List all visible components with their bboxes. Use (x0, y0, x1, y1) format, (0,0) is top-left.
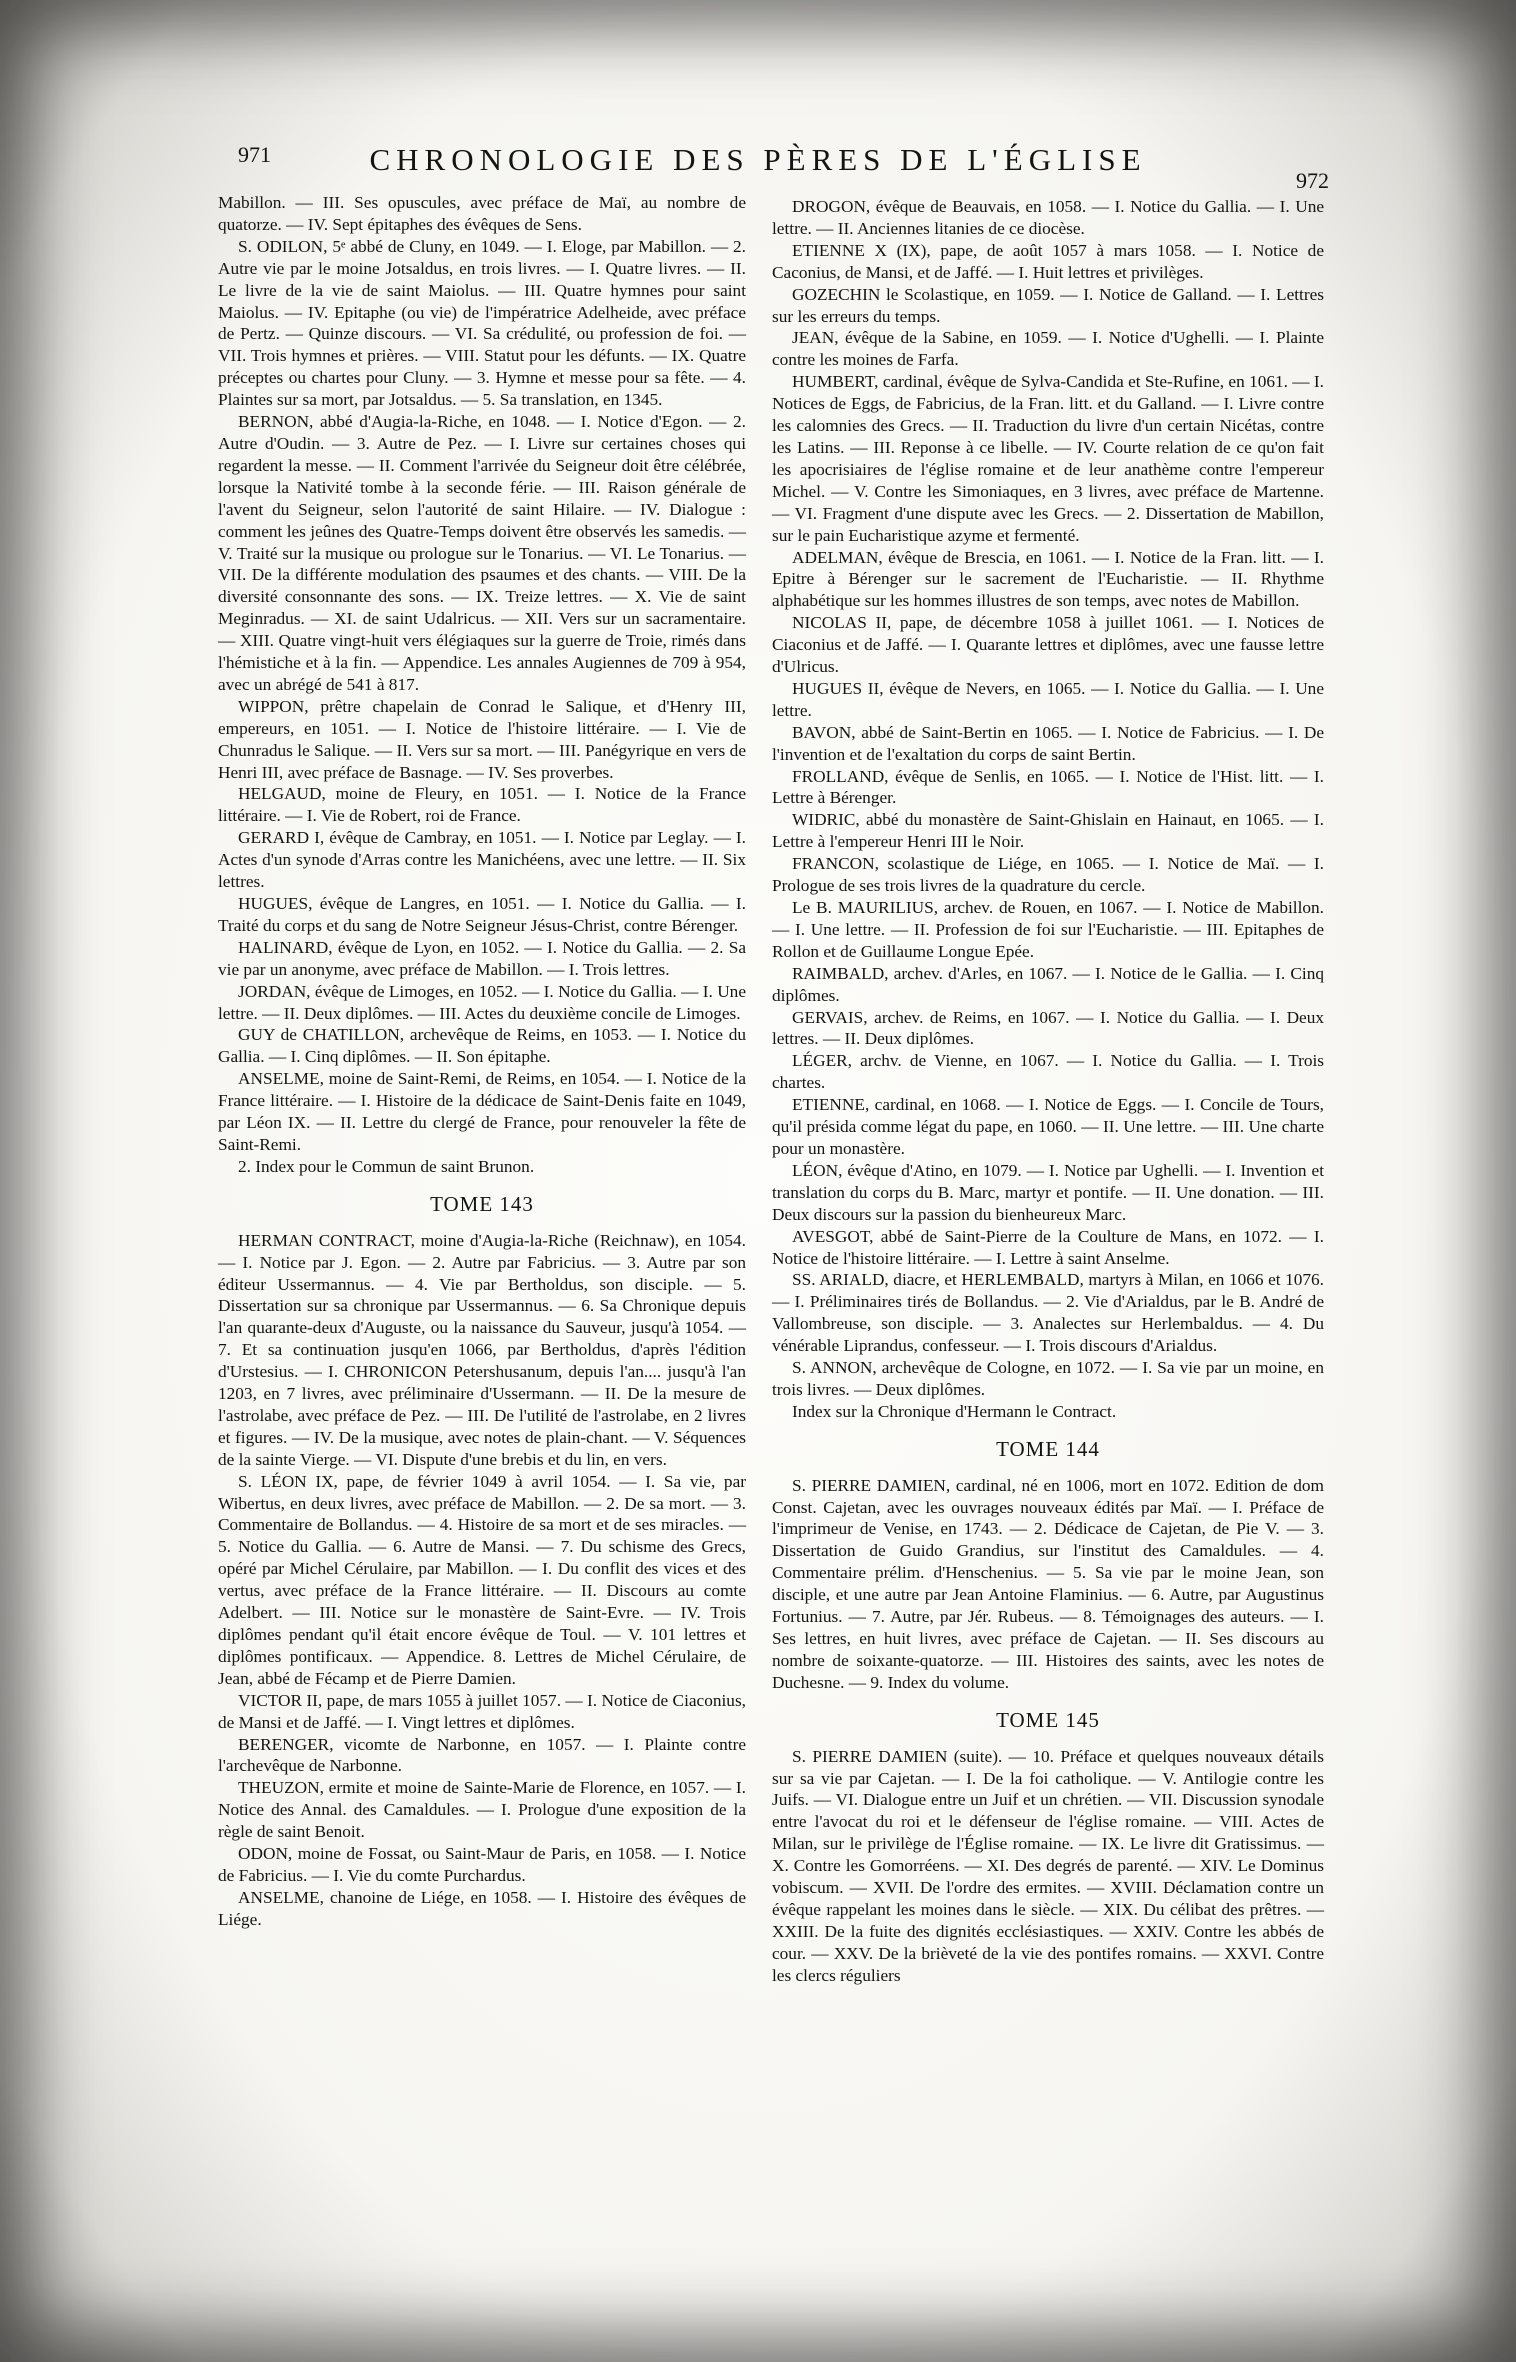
entry-paragraph: S. LÉON IX, pape, de février 1049 à avril 1054. — I. Sa vie, par Wibertus, en deux livres, avec préface de Mabillon. — 2. De sa mort. — 3. Commentaire de Bollandus. — 4. Histoire de sa mort et de ses miracles. — 5. Notice du Gallia. — 6. Autre de Mansi. — 7. Du schisme des Grecs, opéré par Michel Cérulaire, par Mabillon. — I. Du conflit des vices et des vertus, avec préface de la France littéraire. — II. Discours au comte Adelbert. — III. Notice sur le monastère de Saint-Evre. — IV. Trois diplômes pendant qu'il était encore évêque de Toul. — V. 101 lettres et diplômes pontificaux. — Appendice. 8. Lettres de Michel Cérulaire, de Jean, abbé de Fécamp et de Pierre Damien. (218, 1471, 746, 1688)
entry-paragraph: ADELMAN, évêque de Brescia, en 1061. — I. Notice de la Fran. litt. — I. Epitre à Bérenger sur le sacrement de l'Eucharistie. — II. Rhythme alphabétique sur les hommes illustres de son temps, avec notes de Mabillon. (772, 547, 1324, 611)
entry-paragraph: HELGAUD, moine de Fleury, en 1051. — I. Notice de la France littéraire. — I. Vie de Robert, roi de France. (218, 784, 746, 826)
running-title: CHRONOLOGIE DES PÈRES DE L'ÉGLISE (369, 142, 1147, 177)
entry-paragraph: ANSELME, moine de Saint-Remi, de Reims, en 1054. — I. Notice de la France littéraire. — I. Histoire de la dédicace de Saint-Denis faite en 1049, par Léon IX. — II. Lettre du clergé de France, pour renouveler la fête de Saint-Remi. (218, 1069, 746, 1154)
entry-paragraph: HUGUES II, évêque de Nevers, en 1065. — I. Notice du Gallia. — I. Une lettre. (772, 678, 1324, 720)
entry-paragraph: WIDRIC, abbé du monastère de Saint-Ghislain en Hainaut, en 1065. — I. Lettre à l'empereur Henri III le Noir. (772, 810, 1324, 852)
entry-paragraph: DROGON, évêque de Beauvais, en 1058. — I. Notice du Gallia. — I. Une lettre. — II. Anciennes litanies de ce diocèse. (772, 197, 1324, 238)
entry-paragraph: S. ODILON, 5ᵉ abbé de Cluny, en 1049. — I. Eloge, par Mabillon. — 2. Autre vie par le moine Jotsaldus, en trois livres. — I. Quatre livres. — II. Le livre de la vie de saint Maiolus. — III. Quatre hymnes pour saint Maiolus. — IV. Epitaphe (ou vie) de l'impératrice Adelheide, avec préface de Pertz. — Quinze discours. — VI. Sa crédulité, ou profession de foi. — VII. Trois hymnes et prières. — VIII. Statut pour les défunts. — IX. Quatre préceptes ou chartes pour Cluny. — 3. Hymne et messe pour sa fête. — 4. Plaintes sur sa mort, par Jotsaldus. — 5. Sa translation, en 1345. (218, 236, 746, 410)
entry-paragraph: S. ANNON, archevêque de Cologne, en 1072. — I. Sa vie par un moine, en trois livres. — Deux diplômes. (772, 1358, 1324, 1399)
entry-paragraph: HERMAN CONTRACT, moine d'Augia-la-Riche (Reichnaw), en 1054. — I. Notice par J. Egon. — 2. Autre par Fabricius. — 3. Autre par son éditeur Ussermannus. — 4. Vie par Bertholdus, son disciple. — 5. Dissertation sur sa chronique par Ussermannus. — 6. Sa Chronique depuis l'an quarante-deux d'Auguste, ou la naissance du Sauveur, jusqu'à 1054. — 7. Et sa continuation jusqu'en 1066, par Bertholdus, d'après l'édition d'Urstesius. — I. CHRONICON Petershusanum, depuis l'an.... jusqu'à l'an 1203, en 7 livres, avec préliminaire d'Ussermann. — II. De la mesure de l'astrolabe, avec préface de Pez. — III. De l'utilité de l'astrolabe, en 2 livres et figures. — IV. De la musique, avec notes de plain-chant. — V. Séquences de la sainte Vierge. — VI. Dispute d'une brebis et du lin, en vers. (218, 1230, 746, 1469)
entry-paragraph: SS. ARIALD, diacre, et HERLEMBALD, martyrs à Milan, en 1066 et 1076. — I. Préliminaires tirés de Bollandus. — 2. Vie d'Arialdus, par le B. André de Vallombreuse, son disciple. — 3. Analectes sur Herlembaldus. — 4. Du vénérable Liprandus, confesseur. — I. Trois discours d'Arialdus. (772, 1270, 1324, 1356)
entry-paragraph: ETIENNE X (IX), pape, de août 1057 à mars 1058. — I. Notice de Caconius, de Mansi, et de Jaffé. — I. Huit lettres et privilèges. (772, 240, 1324, 282)
entry-paragraph: BERENGER, vicomte de Narbonne, en 1057. — I. Plainte contre l'archevêque de Narbonne. (218, 1734, 746, 1776)
entry-paragraph: GERARD I, évêque de Cambray, en 1051. — I. Notice par Leglay. — I. Actes d'un synode d'Arras contre les Manichéens, avec une lettre. — II. Six lettres. (218, 828, 746, 892)
entry-paragraph: JORDAN, évêque de Limoges, en 1052. — I. Notice du Gallia. — I. Une lettre. — II. Deux diplômes. — III. Actes du deuxième concile de Limoges. (218, 981, 746, 1023)
right-column (772, 196, 1324, 1987)
entry-paragraph: BAVON, abbé de Saint-Bertin en 1065. — I. Notice de Fabricius. — I. De l'invention et de l'exaltation du corps de saint Bertin. (772, 722, 1324, 764)
entry-paragraph: BERNON, abbé d'Augia-la-Riche, en 1048. — I. Notice d'Egon. — 2. Autre d'Oudin. — 3. Autre de Pez. — I. Livre sur certaines choses qui regardent la messe. — II. Comment l'arrivée du Seigneur doit être célébrée, lorsque la Nativité tombe à la seconde férie. — III. Raison générale de l'avent du Seigneur, selon l'autorité de saint Hilaire. — IV. Dialogue : comment les jeûnes des Quatre-Temps doivent être observés les samedis. — V. Traité sur la musique ou prologue sur le Tonarius. — VI. Le Tonarius. — VII. De la différente modulation des psaumes et des chants. — VIII. De la diversité consonnante des sons. — IX. Treize lettres. — X. Vie de saint Meginradus. — XI. de saint Udalricus. — XII. Vers sur un sacramentaire. — XIII. Quatre vingt-huit vers élégiaques sur la guerre de Troie, rimés dans l'hémistiche et à la fin. — Appendice. Les annales Augiennes de 709 à 954, avec un abrégé de 541 à 817. (218, 412, 746, 694)
entry-paragraph: THEUZON, ermite et moine de Sainte-Marie de Florence, en 1057. — I. Notice des Annal. des Camaldules. — I. Prologue d'une exposition de la règle de saint Benoit. (218, 1778, 746, 1842)
entry-paragraph: RAIMBALD, archev. d'Arles, en 1067. — I. Notice de le Gallia. — I. Cinq diplômes. (772, 963, 1324, 1005)
entry-paragraph: S. PIERRE DAMIEN, cardinal, né en 1006, mort en 1072. Edition de dom Const. Cajetan, avec les ouvrages nouveaux édités par Maï. — I. Préface de l'imprimeur de Venise, en 1743. — 2. Dédicace de Cajetan, de Pie V. — 3. Dissertation de Guido Grandius, sur l'institut des Camaldules. — 4. Commentaire prélim. d'Henschenius. — 5. Sa vie par le moine Jean, son disciple, et une autre par Jean Antoine Flaminius. — 6. Autre, par Augustinus Fortunius. — 7. Autre, par Jér. Rubeus. — 8. Témoignages des auteurs. — I. Ses lettres, en huit livres, avec préface de Cajetan. — II. Ses discours au nombre de soixante-quatorze. — III. Histoires des saints, avec les notes de Duchesne. — 9. Index du volume. (772, 1475, 1324, 1692)
entry-paragraph: WIPPON, prêtre chapelain de Conrad le Salique, et d'Henry III, empereurs, en 1051. — I. Notice de l'histoire littéraire. — I. Vie de Chunradus le Salique. — II. Vers sur sa mort. — III. Panégyrique en vers de Henri III, avec préface de Basnage. — IV. Ses proverbes. (218, 696, 746, 782)
entry-paragraph: FRANCON, scolastique de Liége, en 1065. — I. Notice de Maï. — I. Prologue de ses trois livres de la quadrature du cercle. (772, 854, 1324, 896)
entry-paragraph: FROLLAND, évêque de Senlis, en 1065. — I. Notice de l'Hist. litt. — I. Lettre à Bérenger. (772, 766, 1324, 808)
entry-paragraph: GOZECHIN le Scolastique, en 1059. — I. Notice de Galland. — I. Lettres sur les erreurs du temps. (772, 284, 1324, 326)
left-column (218, 192, 746, 1931)
section-heading-tome-144: TOME 144 (996, 1436, 1100, 1461)
entry-paragraph: HALINARD, évêque de Lyon, en 1052. — I. Notice du Gallia. — 2. Sa vie par un anonyme, avec préface de Mabillon. — I. Trois lettres. (218, 937, 746, 979)
entry-paragraph: Index sur la Chronique d'Hermann le Contract. (792, 1401, 1117, 1421)
entry-paragraph: Mabillon. — III. Ses opuscules, avec préface de Maï, au nombre de quatorze. — IV. Sept épitaphes des évêques de Sens. (218, 193, 746, 234)
entry-paragraph: GERVAIS, archev. de Reims, en 1067. — I. Notice du Gallia. — I. Deux lettres. — II. Deux diplômes. (772, 1007, 1324, 1049)
section-heading-tome-145: TOME 145 (996, 1707, 1100, 1732)
entry-paragraph: LÉON, évêque d'Atino, en 1079. — I. Notice par Ughelli. — I. Invention et translation du corps du B. Marc, martyr et pontife. — II. Une donation. — III. Deux discours sur la passion du bienheureux Marc. (772, 1160, 1324, 1224)
entry-paragraph: Le B. MAURILIUS, archev. de Rouen, en 1067. — I. Notice de Mabillon. — I. Une lettre. — II. Profession de foi sur l'Eucharistie. — III. Epitaphes de Rollon et de Guillaume Longue Epée. (772, 898, 1324, 961)
entry-paragraph: JEAN, évêque de la Sabine, en 1059. — I. Notice d'Ughelli. — I. Plainte contre les moines de Farfa. (772, 328, 1324, 370)
entry-paragraph: VICTOR II, pape, de mars 1055 à juillet 1057. — I. Notice de Ciaconius, de Mansi et de Jaffé. — I. Vingt lettres et diplômes. (218, 1690, 746, 1732)
entry-paragraph: ANSELME, chanoine de Liége, en 1058. — I. Histoire des évêques de Liége. (218, 1887, 746, 1929)
entry-paragraph: NICOLAS II, pape, de décembre 1058 à juillet 1061. — I. Notices de Ciaconius et de Jaffé. — I. Quarante lettres et diplômes, avec une fausse lettre d'Ulricus. (772, 613, 1324, 677)
entry-paragraph: HUMBERT, cardinal, évêque de Sylva-Candida et Ste-Rufine, en 1061. — I. Notices de Eggs, de Fabricius, de la Fran. litt. et du Galland. — I. Livre contre les calomnies des Grecs. — II. Traduction du livre d'un certain Nicétas, contre les Latins. — III. Reponse à ce libelle. — IV. Courte relation de ce qu'on fait les apocrisiaires de l'église romaine et de leur anathème contre l'empereur Michel. — V. Contre les Simoniaques, en 3 livres, avec préface de Martenne. — VI. Fragment d'une dispute avec les Grecs. — 2. Dissertation de Mabillon, sur le pain Eucharistique azyme et fermenté. (772, 372, 1324, 545)
entry-paragraph: ETIENNE, cardinal, en 1068. — I. Notice de Eggs. — I. Concile de Tours, qu'il présida comme légat du pape, en 1060. — II. Une lettre. — III. Une charte pour un monastère. (772, 1095, 1324, 1158)
entry-paragraph: AVESGOT, abbé de Saint-Pierre de la Coulture de Mans, en 1072. — I. Notice de l'histoire littéraire. — I. Lettre à saint Anselme. (772, 1226, 1324, 1268)
page-number-left: 971 (238, 142, 271, 167)
entry-paragraph: LÉGER, archv. de Vienne, en 1067. — I. Notice du Gallia. — I. Trois chartes. (772, 1051, 1324, 1093)
section-heading-tome-143: TOME 143 (430, 1191, 534, 1216)
entry-paragraph: HUGUES, évêque de Langres, en 1051. — I. Notice du Gallia. — I. Traité du corps et du sang de Notre Seigneur Jésus-Christ, contre Bérenger. (218, 894, 746, 935)
page-number-right: 972 (1296, 168, 1329, 193)
entry-paragraph: S. PIERRE DAMIEN (suite). — 10. Préface et quelques nouveaux détails sur sa vie par Cajetan. — I. De la foi catholique. — V. Antilogie contre les Juifs. — VI. Dialogue entre un Juif et un chrétien. — VII. Discussion synodale entre l'avocat du roi et le défenseur de l'église romaine. — VIII. Actes de Milan, sur le privilège de l'Église romaine. — IX. Le livre dit Gratissimus. — X. Contre les Gomorréens. — XI. Des degrés de parenté. — XIV. Le Dominus vobiscum. — XVII. De l'ordre des ermites. — XVIII. Déclamation contre un évêque rappelant les moines dans le siècle. — XIX. Du célibat des prêtres. — XXIII. De la fuite des dignités ecclésiastiques. — XXIV. Contre les abbés de cour. — XXV. De la brièveté de la vie des pontifes romains. — XXVI. Contre les clercs réguliers (772, 1746, 1324, 1985)
entry-paragraph: 2. Index pour le Commun de saint Brunon. (238, 1156, 535, 1176)
entry-paragraph: ODON, moine de Fossat, ou Saint-Maur de Paris, en 1058. — I. Notice de Fabricius. — I. Vie du comte Purchardus. (218, 1844, 746, 1885)
entry-paragraph: GUY de CHATILLON, archevêque de Reims, en 1053. — I. Notice du Gallia. — I. Cinq diplômes. — II. Son épitaphe. (218, 1025, 746, 1067)
